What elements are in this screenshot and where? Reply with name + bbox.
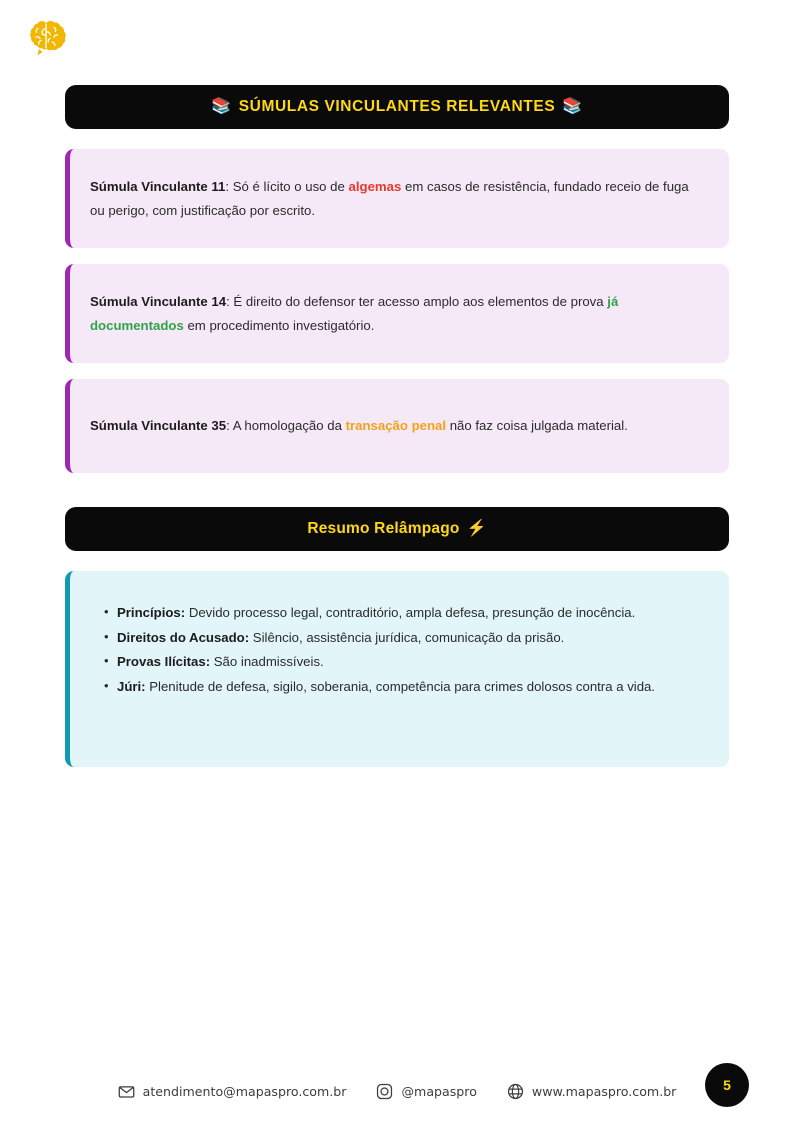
instagram-icon — [376, 1083, 393, 1100]
footer-instagram[interactable] — [376, 1083, 476, 1100]
sumula-text-after: não faz coisa julgada material. — [446, 418, 628, 434]
sumula-label: Súmula Vinculante 11 — [90, 179, 226, 194]
envelope-icon — [118, 1083, 135, 1100]
sumula-separator: : — [226, 418, 233, 434]
sumula-label: Súmula Vinculante 35 — [90, 418, 227, 434]
footer-website-text: www.mapaspro.com.br — [531, 1084, 677, 1099]
sumula-separator: : — [226, 294, 234, 309]
sumula-text-after: em casos de resistência, fundado receio de fuga ou perigo, com justificação por escrito. — [90, 179, 689, 218]
resumo-list — [104, 601, 701, 698]
sumula-text-before: Só é lícito o uso de — [232, 179, 349, 194]
sumula-card — [65, 379, 729, 473]
sumula-card — [65, 264, 729, 363]
lightning-bolt-icon: ⚡ — [466, 520, 487, 537]
page-number-badge — [705, 1063, 749, 1107]
sumula-text-after: em procedimento investigatório. — [183, 317, 375, 333]
section-banner-resumo-title: Resumo Relâmpago — [307, 520, 460, 537]
footer-email-text: atendimento@mapaspro.com.br — [142, 1084, 347, 1099]
books-icon: 📚 — [211, 98, 232, 115]
sumula-highlight: já documentados — [90, 294, 619, 333]
resumo-item-text: Silêncio, assistência jurídica, comunicação da prisão. — [249, 629, 565, 645]
globe-icon — [507, 1083, 524, 1100]
resumo-item-text: São inadmissíveis. — [210, 654, 324, 669]
footer-email[interactable] — [118, 1083, 347, 1100]
sumula-card-text — [90, 175, 703, 222]
list-item — [104, 626, 701, 650]
list-item — [104, 650, 701, 674]
books-icon: 📚 — [562, 98, 583, 115]
sumula-card — [65, 149, 729, 248]
brain-icon — [30, 21, 66, 55]
list-item — [104, 675, 701, 699]
resumo-summary-box — [65, 571, 729, 767]
sumula-separator: : — [225, 179, 233, 194]
resumo-item-text: Plenitude de defesa, sigilo, soberania, competência para crimes dolosos contra a vida. — [145, 678, 656, 694]
resumo-item-label: Direitos do Acusado: — [117, 629, 250, 645]
page-footer — [0, 1083, 794, 1100]
sumula-card-text — [90, 290, 703, 337]
resumo-item-label: Provas Ilícitas: — [117, 654, 211, 669]
resumo-item-label: Princípios: — [117, 605, 186, 620]
sumula-text-before: É direito do defensor ter acesso amplo aos elementos de prova — [233, 294, 608, 309]
brain-logo — [24, 18, 70, 60]
section-banner-sumulas-title: SÚMULAS VINCULANTES RELEVANTES — [238, 98, 556, 115]
section-banner-resumo — [65, 507, 729, 551]
section-banner-sumulas — [65, 85, 729, 129]
sumula-label: Súmula Vinculante 14 — [90, 294, 227, 309]
list-item — [104, 601, 701, 625]
page-number: 5 — [723, 1077, 731, 1093]
footer-instagram-text: @mapaspro — [401, 1084, 477, 1099]
sumula-highlight: algemas — [348, 179, 402, 194]
footer-website[interactable] — [507, 1083, 676, 1100]
resumo-item-label: Júri: — [117, 678, 146, 694]
resumo-item-text: Devido processo legal, contraditório, ampla defesa, presunção de inocência. — [185, 605, 636, 620]
page-content — [65, 85, 729, 767]
sumula-card-text — [90, 414, 628, 438]
sumula-text-before: A homologação da — [232, 418, 346, 434]
sumula-highlight: transação penal — [345, 418, 447, 434]
